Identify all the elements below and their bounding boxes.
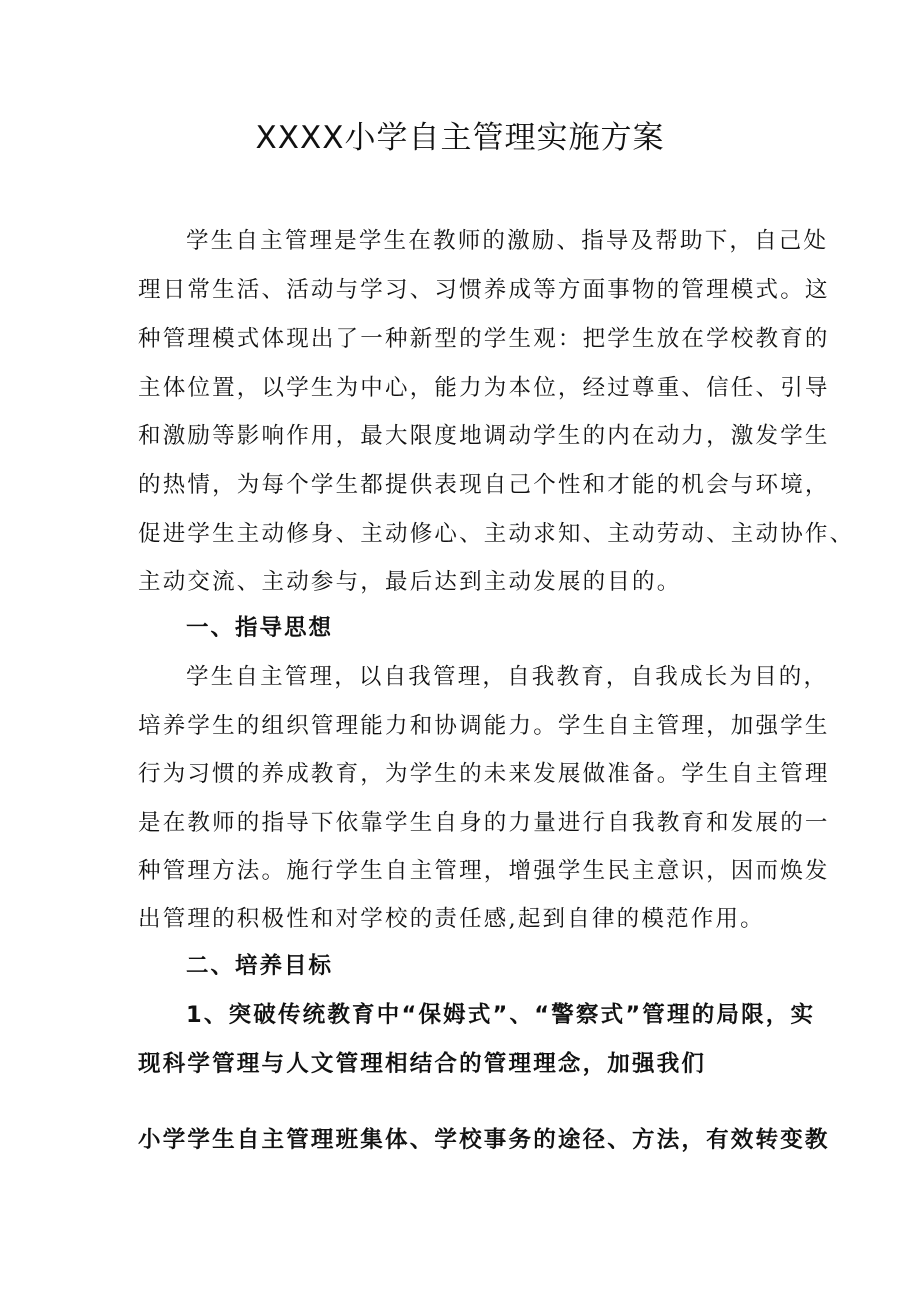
- section1-line-1: 学生自主管理，以自我管理，自我教育，自我成长为目的，: [186, 664, 829, 690]
- section1-line-3: 行为习惯的养成教育，为学生的未来发展做准备。学生自主管理: [138, 761, 830, 787]
- goal-item-1-line-2: 现科学管理与人文管理相结合的管理理念，加强我们: [138, 1051, 707, 1077]
- section1-line-5: 种管理方法。施行学生自主管理，增强学生民主意识，因而焕发: [138, 858, 830, 884]
- intro-line-1: 学生自主管理是学生在教师的激励、指导及帮助下，自己处: [186, 228, 829, 254]
- intro-line-4: 主体位置，以学生为中心，能力为本位，经过尊重、信任、引导: [138, 375, 830, 401]
- section1-line-2: 培养学生的组织管理能力和协调能力。学生自主管理，加强学生: [138, 713, 830, 739]
- intro-line-2: 理日常生活、活动与学习、习惯养成等方面事物的管理模式。这: [138, 277, 830, 303]
- goal-item-1-line-1: 1、突破传统教育中“保姆式”、“警察式”管理的局限，实: [186, 1002, 816, 1028]
- intro-line-3: 种管理模式体现出了一种新型的学生观：把学生放在学校教育的: [138, 326, 830, 352]
- goal-item-1-continuation: 小学学生自主管理班集体、学校事务的途径、方法，有效转变教: [138, 1127, 830, 1153]
- intro-line-7: 促进学生主动修身、主动修心、主动求知、主动劳动、主动协作、: [138, 521, 855, 547]
- intro-line-6: 的热情，为每个学生都提供表现自己个性和才能的机会与环境，: [138, 472, 830, 498]
- intro-line-8: 主动交流、主动参与，最后达到主动发展的目的。: [138, 569, 682, 595]
- document-title: XXXX小学自主管理实施方案: [255, 120, 665, 156]
- section1-line-6: 出管理的积极性和对学校的责任感,起到自律的模范作用。: [138, 906, 765, 932]
- intro-line-5: 和激励等影响作用，最大限度地调动学生的内在动力，激发学生: [138, 423, 830, 449]
- section-heading-training-goals: 二、培养目标: [186, 953, 334, 979]
- section1-line-4: 是在教师的指导下依靠学生自身的力量进行自我教育和发展的一: [138, 810, 830, 836]
- section-heading-guiding-thought: 一、指导思想: [186, 615, 334, 641]
